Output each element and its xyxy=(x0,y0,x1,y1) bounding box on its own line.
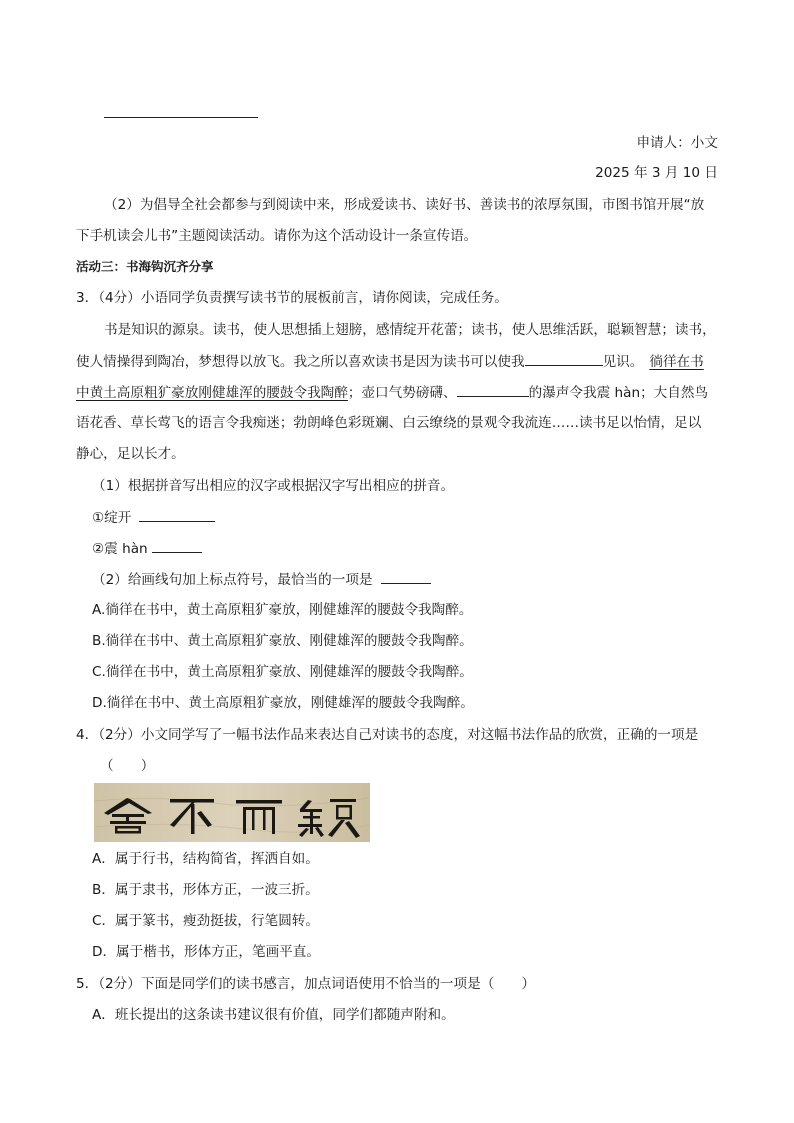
fill-blank-2[interactable] xyxy=(457,382,529,397)
q4-option-d[interactable]: D．属于楷书，形体方正，笔画平直。 xyxy=(92,944,320,960)
answer-line-top xyxy=(104,117,258,118)
calligraphy-image xyxy=(94,783,370,842)
passage-text: ；壶口气势磅礴、 xyxy=(347,385,457,401)
item-label: ②震 hàn xyxy=(92,541,148,557)
q3-passage-line1: 书是知识的源泉。读书，使人思想插上翅膀，感情绽开花蕾；读书，使人思维活跃，聪颖智慧；读书， xyxy=(104,322,716,338)
passage-text: 使人情操得到陶冶，梦想得以放飞。我之所以喜欢读书是因为读书可以使我 xyxy=(76,354,525,370)
q3-passage-line4: 语花香、草长莺飞的语言令我痴迷；勃朗峰色彩斑斓、白云缭绕的景观令我流连……读书足以怡情，足以 xyxy=(76,415,702,431)
passage-text: 的瀑声令我震 hàn；大自然鸟 xyxy=(528,385,709,401)
q3-stem: 3．（4分）小语同学负责撰写读书节的展板前言，请你阅读，完成任务。 xyxy=(76,290,508,306)
q2-line1: （2）为倡导全社会都参与到阅读中来，形成爱读书、读好书、善读书的浓厚氛围，市图书馆开展“放 xyxy=(104,197,705,213)
answer-blank-item1[interactable] xyxy=(139,507,215,522)
q3-option-c[interactable]: C.徜徉在书中，黄土高原粗犷豪放、刚健雄浑的腰鼓令我陶醉。 xyxy=(92,664,473,680)
q3-passage-line2 xyxy=(76,351,704,372)
q3-passage-line3 xyxy=(76,382,708,403)
q4-option-b[interactable]: B．属于隶书，形体方正，一波三折。 xyxy=(92,882,319,898)
q5-option-a[interactable]: A．班长提出的这条读书建议很有价值，同学们都随声附和。 xyxy=(92,1007,455,1023)
item-label: ①绽开 xyxy=(92,510,132,526)
q5-stem: 5．（2分）下面是同学们的读书感言，加点词语使用不恰当的一项是（ ） xyxy=(76,976,536,992)
passage-text: 见识。 xyxy=(602,354,644,370)
q4-option-a[interactable]: A．属于行书，结构简省，挥洒自如。 xyxy=(92,851,319,867)
sub2-text: （2）给画线句加上标点符号，最恰当的一项是 xyxy=(92,572,373,588)
answer-blank-item2[interactable] xyxy=(152,538,202,553)
q3-passage-line5: 静心，足以长才。 xyxy=(76,446,185,462)
q3-sub1: （1）根据拼音写出相应的汉字或根据汉字写出相应的拼音。 xyxy=(92,478,455,494)
applicant: 申请人：小文 xyxy=(636,135,718,151)
date: 2025 年 3 月 10 日 xyxy=(595,165,718,181)
q3-option-b[interactable]: B.徜徉在书中、黄土高原粗犷豪放、刚健雄浑的腰鼓令我陶醉。 xyxy=(92,633,473,649)
answer-blank-sub2[interactable] xyxy=(381,569,431,584)
underlined-sentence-part2: 中黄土高原粗犷豪放刚健雄浑的腰鼓令我陶醉 xyxy=(76,385,348,401)
underlined-sentence-part1: 徜徉在书 xyxy=(649,354,704,370)
q4-paren: （ ） xyxy=(100,758,155,774)
q3-option-a[interactable]: A.徜徉在书中，黄土高原粗犷豪放，刚健雄浑的腰鼓令我陶醉。 xyxy=(92,602,473,618)
q3-item1 xyxy=(92,507,215,528)
q3-item2 xyxy=(92,538,202,559)
q4-option-c[interactable]: C．属于篆书，瘦劲挺拔，行笔圆转。 xyxy=(92,913,319,929)
q3-sub2 xyxy=(92,569,431,590)
activity3-title: 活动三：书海钩沉齐分享 xyxy=(76,259,214,274)
q4-stem: 4．（2分）小文同学写了一幅书法作品来表达自己对读书的态度，对这幅书法作品的欣赏，正确的一项是 xyxy=(76,727,699,743)
calligraphy-artwork xyxy=(94,783,370,842)
q3-option-d[interactable]: D.徜徉在书中、黄土高原粗犷豪放，刚健雄浑的腰鼓令我陶醉。 xyxy=(92,695,474,711)
q2-line2: 下手机读会儿书”主题阅读活动。请你为这个活动设计一条宣传语。 xyxy=(76,228,478,244)
fill-blank-1[interactable] xyxy=(525,351,603,366)
